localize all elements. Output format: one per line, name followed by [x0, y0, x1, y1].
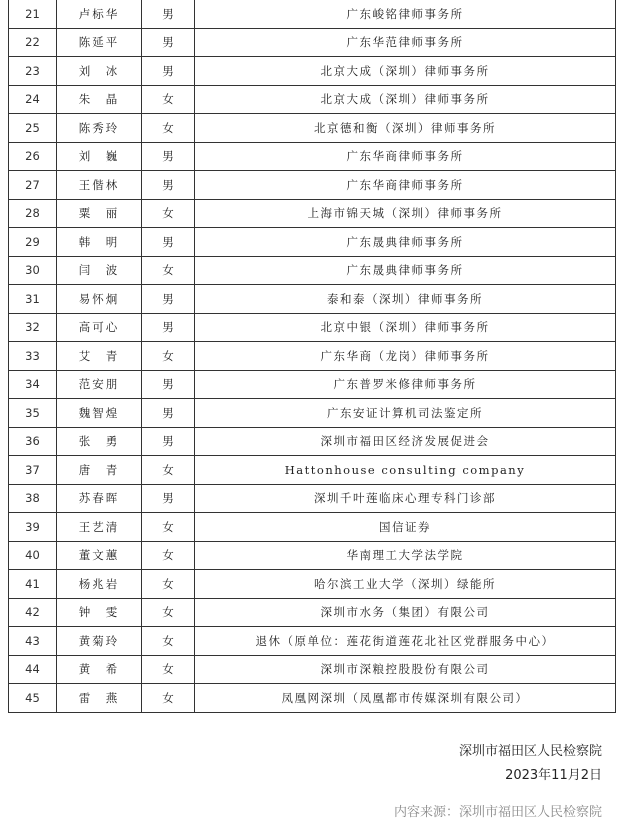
organization-cell: 广东华范律师事务所 [195, 28, 616, 57]
gender-cell: 女 [142, 570, 195, 599]
row-number: 35 [9, 399, 57, 428]
gender-cell: 男 [142, 142, 195, 171]
organization-cell: 国信证券 [195, 513, 616, 542]
table-row [9, 570, 616, 599]
content-source: 内容来源：深圳市福田区人民检察院 [393, 805, 602, 820]
row-number: 28 [9, 199, 57, 228]
person-name: 刘 冰 [57, 57, 142, 86]
table-row [9, 399, 616, 428]
row-number: 42 [9, 598, 57, 627]
person-name: 刘 巍 [57, 142, 142, 171]
person-name: 闫 波 [57, 256, 142, 285]
person-name: 钟 雯 [57, 598, 142, 627]
organization-cell: 广东华商律师事务所 [195, 171, 616, 200]
row-number: 39 [9, 513, 57, 542]
person-name: 王偕林 [57, 171, 142, 200]
person-name: 艾 青 [57, 342, 142, 371]
gender-cell: 男 [142, 171, 195, 200]
person-name: 高可心 [57, 313, 142, 342]
organization-cell: 退休（原单位：莲花街道莲花北社区党群服务中心） [195, 627, 616, 656]
table-row [9, 598, 616, 627]
table-row [9, 427, 616, 456]
organization-cell: 北京大成（深圳）律师事务所 [195, 57, 616, 86]
organization-cell: 凤凰网深圳（凤凰都市传媒深圳有限公司） [195, 684, 616, 713]
table-row [9, 171, 616, 200]
gender-cell: 女 [142, 256, 195, 285]
organization-cell: 华南理工大学法学院 [195, 541, 616, 570]
row-number: 29 [9, 228, 57, 257]
table-row [9, 342, 616, 371]
row-number: 33 [9, 342, 57, 371]
table-row [9, 627, 616, 656]
gender-cell: 男 [142, 313, 195, 342]
gender-cell: 女 [142, 684, 195, 713]
row-number: 40 [9, 541, 57, 570]
table-row [9, 142, 616, 171]
gender-cell: 男 [142, 0, 195, 28]
issue-date: 2023年11月2日 [505, 768, 602, 783]
organization-cell: 北京大成（深圳）律师事务所 [195, 85, 616, 114]
organization-cell: 深圳市深粮控股股份有限公司 [195, 655, 616, 684]
table-row [9, 655, 616, 684]
row-number: 23 [9, 57, 57, 86]
person-name: 范安朋 [57, 370, 142, 399]
organization-cell: 广东峻铭律师事务所 [195, 0, 616, 28]
person-name: 张 勇 [57, 427, 142, 456]
person-name: 韩 明 [57, 228, 142, 257]
organization-cell: 广东华商（龙岗）律师事务所 [195, 342, 616, 371]
table-row [9, 513, 616, 542]
gender-cell: 男 [142, 370, 195, 399]
row-number: 31 [9, 285, 57, 314]
table-row [9, 484, 616, 513]
person-name: 唐 青 [57, 456, 142, 485]
person-name: 董文蕙 [57, 541, 142, 570]
table-row [9, 228, 616, 257]
gender-cell: 女 [142, 85, 195, 114]
row-number: 43 [9, 627, 57, 656]
row-number: 41 [9, 570, 57, 599]
table-row [9, 28, 616, 57]
gender-cell: 女 [142, 655, 195, 684]
organization-cell: 深圳市水务（集团）有限公司 [195, 598, 616, 627]
gender-cell: 女 [142, 199, 195, 228]
gender-cell: 女 [142, 513, 195, 542]
row-number: 32 [9, 313, 57, 342]
gender-cell: 男 [142, 28, 195, 57]
gender-cell: 男 [142, 399, 195, 428]
table-row [9, 57, 616, 86]
person-name: 苏春晖 [57, 484, 142, 513]
person-name: 魏智煌 [57, 399, 142, 428]
gender-cell: 女 [142, 114, 195, 143]
table-row [9, 541, 616, 570]
row-number: 30 [9, 256, 57, 285]
row-number: 44 [9, 655, 57, 684]
organization-cell: 广东晟典律师事务所 [195, 228, 616, 257]
organization-cell: 泰和泰（深圳）律师事务所 [195, 285, 616, 314]
gender-cell: 男 [142, 57, 195, 86]
organization-cell: 北京德和衡（深圳）律师事务所 [195, 114, 616, 143]
roster-body [9, 0, 616, 712]
table-row [9, 456, 616, 485]
person-name: 雷 燕 [57, 684, 142, 713]
person-name: 卢标华 [57, 0, 142, 28]
table-row [9, 199, 616, 228]
organization-cell: 北京中银（深圳）律师事务所 [195, 313, 616, 342]
row-number: 45 [9, 684, 57, 713]
organization-cell: 广东安证计算机司法鉴定所 [195, 399, 616, 428]
organization-cell: 广东华商律师事务所 [195, 142, 616, 171]
table-row [9, 313, 616, 342]
table-row [9, 114, 616, 143]
gender-cell: 女 [142, 342, 195, 371]
row-number: 26 [9, 142, 57, 171]
organization-cell: 广东普罗米修律师事务所 [195, 370, 616, 399]
gender-cell: 男 [142, 285, 195, 314]
person-name: 杨兆岩 [57, 570, 142, 599]
gender-cell: 女 [142, 627, 195, 656]
table-row [9, 285, 616, 314]
row-number: 38 [9, 484, 57, 513]
row-number: 22 [9, 28, 57, 57]
organization-cell: 上海市锦天城（深圳）律师事务所 [195, 199, 616, 228]
organization-cell: Hattonhouse consulting company [195, 456, 616, 485]
roster-table [8, 0, 616, 713]
gender-cell: 男 [142, 427, 195, 456]
person-name: 朱 晶 [57, 85, 142, 114]
issuer-name: 深圳市福田区人民检察院 [458, 744, 602, 759]
person-name: 黄 希 [57, 655, 142, 684]
person-name: 易怀炯 [57, 285, 142, 314]
gender-cell: 男 [142, 484, 195, 513]
row-number: 24 [9, 85, 57, 114]
person-name: 陈秀玲 [57, 114, 142, 143]
gender-cell: 女 [142, 456, 195, 485]
row-number: 36 [9, 427, 57, 456]
table-row [9, 370, 616, 399]
person-name: 粟 丽 [57, 199, 142, 228]
row-number: 27 [9, 171, 57, 200]
gender-cell: 男 [142, 228, 195, 257]
table-row [9, 0, 616, 28]
row-number: 34 [9, 370, 57, 399]
table-row [9, 256, 616, 285]
person-name: 陈延平 [57, 28, 142, 57]
row-number: 21 [9, 0, 57, 28]
table-row [9, 684, 616, 713]
table-row [9, 85, 616, 114]
organization-cell: 深圳千叶莲临床心理专科门诊部 [195, 484, 616, 513]
row-number: 37 [9, 456, 57, 485]
gender-cell: 女 [142, 541, 195, 570]
gender-cell: 女 [142, 598, 195, 627]
organization-cell: 哈尔滨工业大学（深圳）绿能所 [195, 570, 616, 599]
person-name: 黄菊玲 [57, 627, 142, 656]
organization-cell: 深圳市福田区经济发展促进会 [195, 427, 616, 456]
person-name: 王艺清 [57, 513, 142, 542]
row-number: 25 [9, 114, 57, 143]
organization-cell: 广东晟典律师事务所 [195, 256, 616, 285]
